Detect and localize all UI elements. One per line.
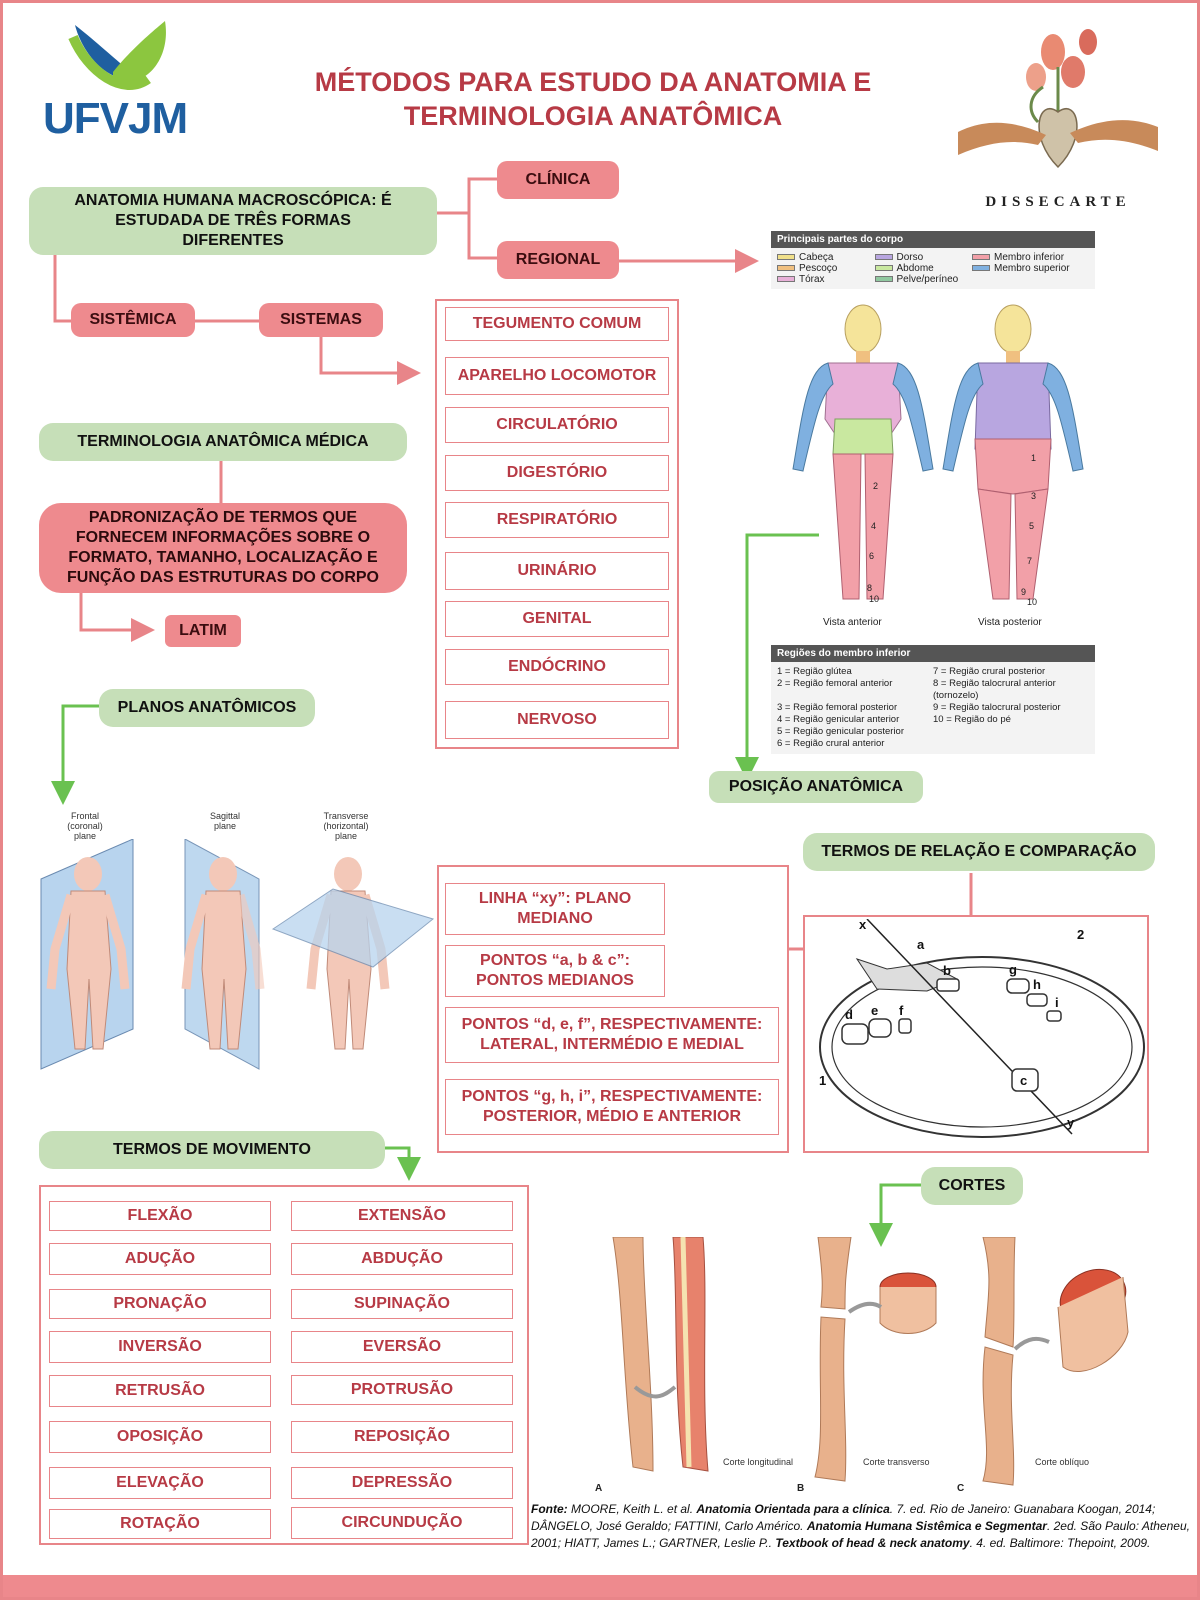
anatomical-planes-figure	[33, 839, 443, 1075]
corte-letter: A	[595, 1483, 603, 1494]
corte-caption: Corte transverso	[863, 1457, 930, 1467]
diagram-letter-i: i	[1055, 995, 1059, 1010]
regional-box: REGIONAL	[497, 241, 619, 279]
region-number: 1	[1031, 453, 1037, 463]
bottom-band	[3, 1575, 1200, 1600]
system-item: GENITAL	[445, 601, 669, 637]
movement-item: PRONAÇÃO	[49, 1289, 271, 1319]
sagittal-plane-caption: Sagittal plane	[209, 811, 241, 831]
region-number: 10	[1027, 597, 1038, 607]
movement-item: OPOSIÇÃO	[49, 1421, 271, 1453]
movement-item: DEPRESSÃO	[291, 1467, 513, 1499]
system-item: RESPIRATÓRIO	[445, 502, 669, 538]
diagram-letter-1: 1	[819, 1073, 827, 1088]
movement-item: RETRUSÃO	[49, 1375, 271, 1407]
transverse-plane-icon	[273, 857, 433, 1049]
system-item: ENDÓCRINO	[445, 649, 669, 685]
logo-text: UFVJM	[43, 94, 188, 143]
relation-item: PONTOS “a, b & c”: PONTOS MEDIANOS	[445, 945, 665, 997]
corte-caption: Corte longitudinal	[723, 1457, 794, 1467]
movement-item: EXTENSÃO	[291, 1201, 513, 1231]
movement-item: ELEVAÇÃO	[49, 1467, 271, 1499]
view-anterior-label: Vista anterior	[823, 617, 882, 628]
relation-terms-box: TERMOS DE RELAÇÃO E COMPARAÇÃO	[803, 833, 1155, 871]
posicao-anatomica-box: POSIÇÃO ANATÔMICA	[709, 771, 923, 803]
diagram-letter-x: x	[859, 919, 867, 932]
transverse-plane-caption: Transverse (horizontal) plane	[323, 811, 369, 841]
terminology-desc-box: PADRONIZAÇÃO DE TERMOS QUE FORNECEM INFORMAÇÕES SOBRE O FORMATO, TAMANHO, LOCALIZAÇÃO E FUNÇÃO DAS ESTRUTURAS DO CORPO	[39, 503, 407, 593]
region-number: 5	[1029, 521, 1035, 531]
diagram-letter-g: g	[1009, 962, 1017, 977]
relation-item: LINHA “xy”: PLANO MEDIANO	[445, 883, 665, 935]
region-number: 4	[871, 521, 877, 531]
movement-item: CIRCUNDUÇÃO	[291, 1507, 513, 1539]
diagram-letter-h: h	[1033, 977, 1041, 992]
system-item: TEGUMENTO COMUM	[445, 307, 669, 341]
diagram-letter-y: y	[1067, 1115, 1075, 1130]
brand-text: DISSECARTE	[985, 194, 1131, 210]
diagram-letter-d: d	[845, 1007, 853, 1022]
planos-anatomicos-box: PLANOS ANATÔMICOS	[99, 689, 315, 727]
corte-letter: C	[957, 1483, 965, 1494]
movement-item: EVERSÃO	[291, 1331, 513, 1363]
longitudinal-cut-icon	[613, 1237, 708, 1471]
oblique-cut-icon	[983, 1237, 1135, 1485]
region-number: 3	[1031, 491, 1037, 501]
sistemas-box: SISTEMAS	[259, 303, 383, 337]
diagram-letter-b: b	[943, 963, 951, 978]
page-title: MÉTODOS PARA ESTUDO DA ANATOMIA E TERMINOLOGIA ANATÔMICA	[314, 67, 872, 131]
movement-item: SUPINAÇÃO	[291, 1289, 513, 1319]
body-regions-figure	[773, 299, 1103, 629]
sistemica-box: SISTÊMICA	[71, 303, 195, 337]
body-regions-legend: Principais partes do corpo Cabeça Dorso Membro inferior Pescoço Abdome Membro superior Tórax Pelve/períneo	[771, 231, 1095, 289]
cortes-figure	[583, 1237, 1183, 1499]
region-number: 2	[873, 481, 879, 491]
relation-item: PONTOS “d, e, f”, RESPECTIVAMENTE: LATERAL, INTERMÉDIO E MEDIAL	[445, 1007, 779, 1063]
system-item: NERVOSO	[445, 701, 669, 739]
relation-diagram	[807, 919, 1145, 1149]
movement-terms-box: TERMOS DE MOVIMENTO	[39, 1131, 385, 1169]
movement-item: PROTRUSÃO	[291, 1375, 513, 1405]
source-citation: Fonte: MOORE, Keith L. et al. Anatomia Orientada para a clínica. 7. ed. Rio de Janeiro: Guanabara Koogan, 2014; DÂNGELO, José Geraldo; FATTINI, Carlo Américo. Anatomia Humana Sistêmica e Segmentar. 2ed. São Paulo: Atheneu, 2001; HIATT, James L.; GARTNER, Leslie P.. Textbook of head & neck anatomy. 4. ed. Baltimore: Thepoint, 2009.	[531, 1502, 1190, 1550]
corte-letter: B	[797, 1483, 805, 1494]
movement-item: REPOSIÇÃO	[291, 1421, 513, 1453]
system-item: CIRCULATÓRIO	[445, 407, 669, 443]
cortes-box: CORTES	[921, 1167, 1023, 1205]
diagram-letter-c: c	[1020, 1073, 1028, 1088]
diagram-letter-f: f	[899, 1003, 904, 1018]
region-number: 9	[1021, 587, 1027, 597]
movement-item: ABDUÇÃO	[291, 1243, 513, 1275]
region-number: 10	[869, 594, 880, 604]
diagram-letter-a: a	[917, 937, 925, 952]
lower-limb-regions-legend: Regiões do membro inferior 1 = Região glútea 7 = Região crural posterior 2 = Região femoral anterior 8 = Região talocrural anterior (tornozelo) 3 = Região femoral posterior 9 = Região talocrural posterior 4 = Região genicular anterior 10 = Região do pé 5 = Região genicular posterior 6 = Região crural anterior	[771, 645, 1095, 754]
movement-item: INVERSÃO	[49, 1331, 271, 1363]
view-posterior-label: Vista posterior	[978, 617, 1042, 628]
region-number: 8	[867, 583, 873, 593]
movement-item: ADUÇÃO	[49, 1243, 271, 1275]
diagram-letter-e: e	[871, 1003, 879, 1018]
relation-item: PONTOS “g, h, i”, RESPECTIVAMENTE: POSTERIOR, MÉDIO E ANTERIOR	[445, 1079, 779, 1135]
movement-item: FLEXÃO	[49, 1201, 271, 1231]
movement-item: ROTAÇÃO	[49, 1509, 271, 1539]
macro-anatomy-box: ANATOMIA HUMANA MACROSCÓPICA: É ESTUDADA DE TRÊS FORMAS DIFERENTES	[29, 187, 437, 255]
clinica-box: CLÍNICA	[497, 161, 619, 199]
region-number: 6	[869, 551, 875, 561]
frontal-plane-caption: Frontal (coronal) plane	[67, 811, 103, 841]
sagittal-plane-icon	[185, 839, 260, 1069]
diagram-letter-2: 2	[1077, 927, 1085, 942]
posterior-body-icon	[943, 305, 1083, 599]
anterior-body-icon	[793, 305, 933, 599]
corte-caption: Corte oblíquo	[1035, 1457, 1090, 1467]
system-item: APARELHO LOCOMOTOR	[445, 357, 669, 395]
region-number: 7	[1027, 556, 1033, 566]
latim-box: LATIM	[165, 615, 241, 647]
system-item: URINÁRIO	[445, 552, 669, 590]
frontal-plane-icon	[41, 839, 133, 1069]
terminology-box: TERMINOLOGIA ANATÔMICA MÉDICA	[39, 423, 407, 461]
system-item: DIGESTÓRIO	[445, 455, 669, 491]
transverse-cut-icon	[815, 1237, 936, 1481]
